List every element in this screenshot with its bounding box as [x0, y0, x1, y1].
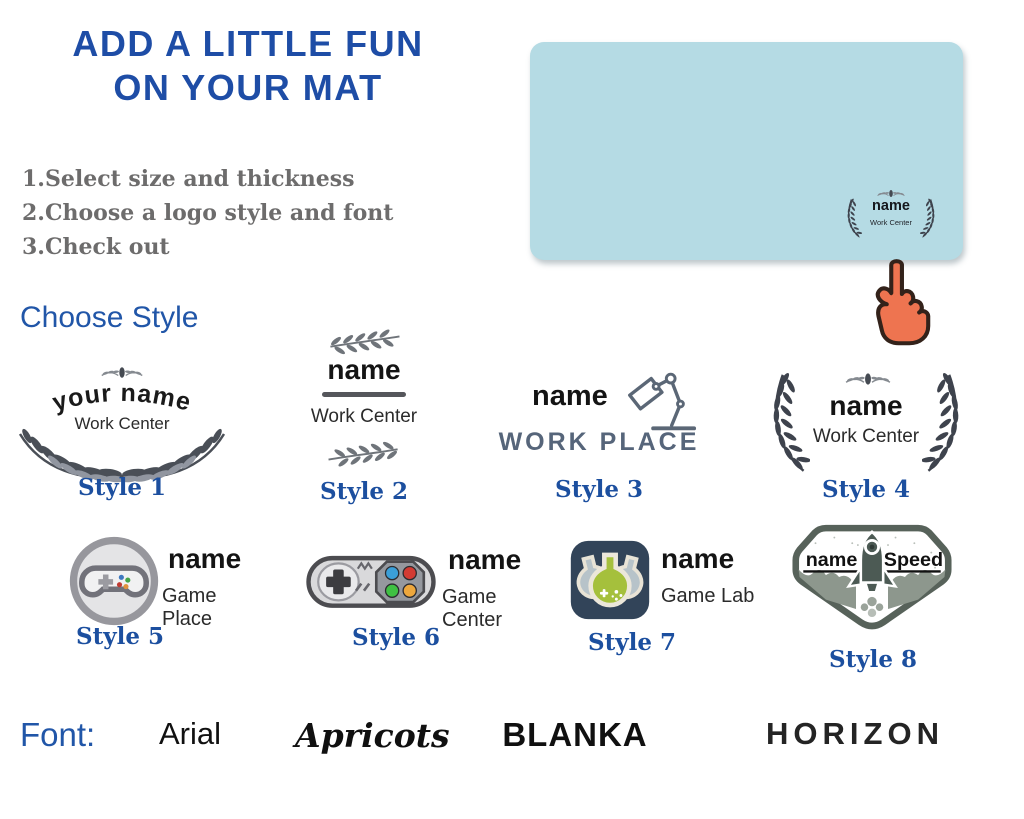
- rocket-badge-icon: [792, 522, 952, 634]
- style-8-name: name: [805, 548, 858, 571]
- instruction-step-2: 2.Choose a logo style and font: [22, 200, 394, 226]
- leaf-twig-icon: [324, 328, 404, 356]
- divider-line: [322, 392, 406, 397]
- gamepad-badge-icon: [68, 535, 160, 627]
- mat-preview: [530, 42, 963, 260]
- leaf-sprig-icon: [842, 370, 894, 388]
- font-option-horizon[interactable]: HORIZON: [766, 716, 944, 751]
- style-2-label: Style 2: [320, 478, 408, 505]
- style-3-name: name: [532, 380, 608, 412]
- style-7-label: Style 7: [588, 629, 676, 656]
- desk-lamp-icon: [620, 368, 698, 436]
- style-1-subtitle: Work Center: [74, 414, 170, 433]
- style-6-name: name: [448, 544, 522, 575]
- style-option-4[interactable]: [760, 364, 972, 506]
- style-4-label: Style 4: [822, 476, 910, 503]
- style-option-3[interactable]: [488, 368, 710, 508]
- style-option-7[interactable]: [565, 537, 761, 663]
- page-title-line2: ON YOUR MAT: [113, 67, 383, 108]
- style-7-name: name: [661, 543, 735, 574]
- instruction-step-1: 1.Select size and thickness: [22, 166, 355, 192]
- style-4-name: name: [829, 390, 903, 421]
- style-option-2[interactable]: [298, 326, 430, 512]
- svg-text:your name: your name: [49, 378, 195, 417]
- style-6-label: Style 6: [352, 624, 440, 651]
- laurel-branch-icon: [762, 370, 810, 474]
- style-5-subtitle: Game Place: [162, 585, 217, 630]
- page-title-line1: ADD A LITTLE FUN: [72, 23, 424, 64]
- style-3-subtitle: WORK PLACE: [498, 428, 700, 456]
- instruction-step-3: 3.Check out: [22, 234, 170, 260]
- style-3-label: Style 3: [555, 476, 643, 503]
- pointing-hand-icon: [856, 257, 938, 349]
- laurel-branch-icon: [922, 370, 970, 474]
- mat-logo-subtitle: Work Center: [870, 218, 912, 227]
- choose-style-heading: Choose Style: [20, 301, 199, 334]
- leaf-twig-icon: [324, 440, 404, 468]
- style-4-subtitle: Work Center: [812, 426, 920, 447]
- font-option-arial[interactable]: Arial: [158, 716, 221, 751]
- style-option-1[interactable]: [14, 360, 230, 506]
- retro-controller-icon: [305, 540, 437, 622]
- flask-app-icon: [569, 539, 651, 621]
- page-title: [18, 22, 478, 110]
- mat-logo-preview: [843, 188, 939, 246]
- style-8-subtitle: Speed: [883, 548, 944, 571]
- mat-logo-name: name: [872, 198, 910, 214]
- style-2-name: name: [327, 354, 401, 385]
- instructions: [22, 162, 393, 264]
- style-option-5[interactable]: [62, 533, 262, 659]
- style-option-6[interactable]: [300, 536, 556, 658]
- font-option-blanka[interactable]: BLANKA: [502, 716, 648, 753]
- font-option-apricots[interactable]: Apricots: [295, 716, 450, 755]
- style-8-label: Style 8: [829, 646, 917, 673]
- style-2-subtitle: Work Center: [310, 406, 418, 427]
- font-section-label: Font:: [20, 716, 96, 753]
- style-6-subtitle: Game Center: [442, 586, 503, 631]
- style-7-subtitle: Game Lab: [661, 585, 755, 607]
- style-5-name: name: [168, 543, 242, 574]
- style-1-label: Style 1: [78, 474, 166, 501]
- style-option-8[interactable]: [790, 520, 956, 678]
- style-5-label: Style 5: [76, 623, 164, 650]
